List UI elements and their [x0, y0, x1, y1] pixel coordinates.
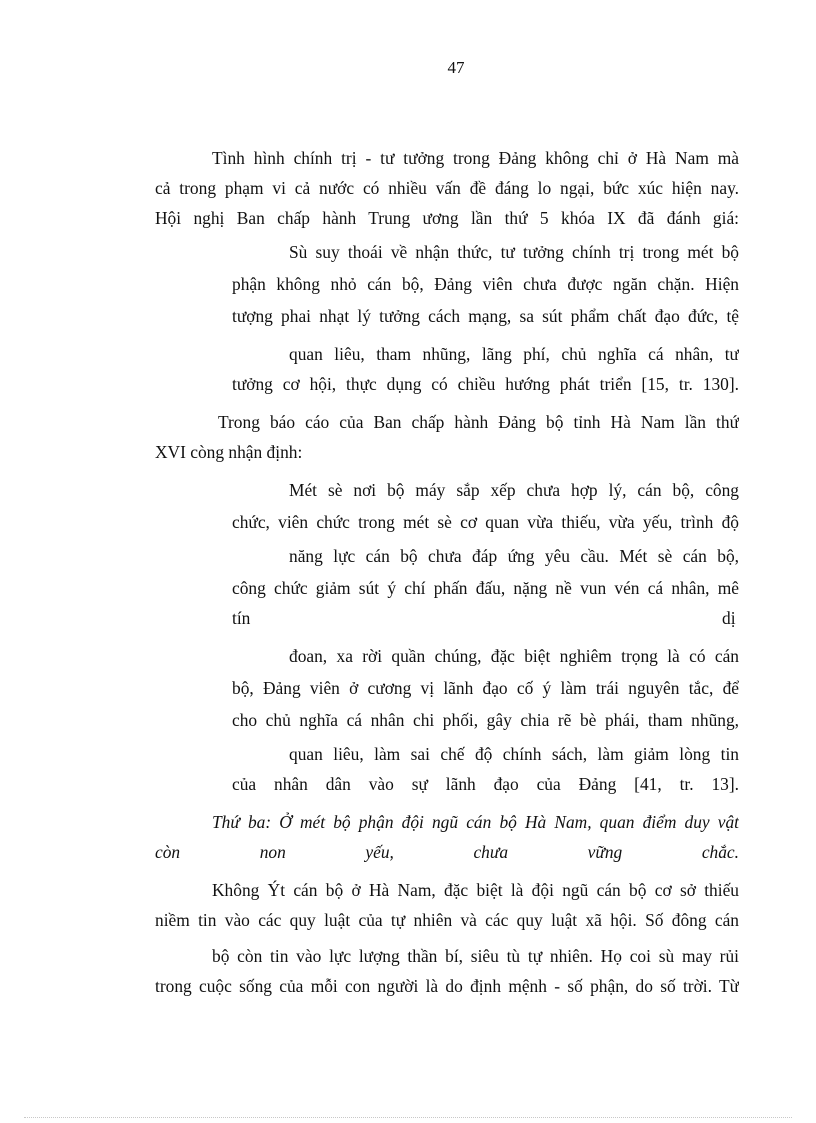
text-line: Trong báo cáo của Ban chấp hành Đảng bộ tỉnh Hà Nam lần thứ — [218, 412, 739, 432]
bottom-rule — [24, 1117, 792, 1118]
quote-line: chức, viên chức trong mét sè cơ quan vừa thiếu, vừa yếu, trình độ — [232, 512, 739, 532]
quote-line: tượng phai nhạt lý tưởng cách mạng, sa sút phẩm chất đạo đức, tệ — [232, 306, 739, 326]
quote-line: tưởng cơ hội, thực dụng có chiều hướng phát triển [15, tr. 130]. — [232, 374, 739, 394]
quote-line: quan liêu, làm sai chế độ chính sách, làm giảm lòng tin — [289, 744, 739, 764]
page-number: 47 — [447, 58, 465, 77]
quote-line: Sù suy thoái về nhận thức, tư tưởng chính trị trong mét bộ — [289, 242, 739, 262]
quote-line: dị — [722, 608, 736, 628]
text-line: Tình hình chính trị - tư tưởng trong Đảng không chỉ ở Hà Nam mà — [212, 148, 739, 168]
text-line: niềm tin vào các quy luật của tự nhiên và các quy luật xã hội. Số đông cán — [155, 910, 739, 930]
text-line: trong cuộc sống của mỗi con người là do định mệnh - số phận, do số trời. Từ — [155, 976, 739, 996]
text-line: bộ còn tin vào lực lượng thần bí, siêu tù tự nhiên. Họ coi sù may rủi — [212, 946, 739, 966]
quote-line: quan liêu, tham nhũng, lãng phí, chủ nghĩa cá nhân, tư — [289, 344, 739, 364]
quote-line: phận không nhỏ cán bộ, Đảng viên chưa được ngăn chặn. Hiện — [232, 274, 739, 294]
quote-line: tín — [232, 608, 251, 628]
text-line: Hội nghị Ban chấp hành Trung ương lần thứ 5 khóa IX đã đánh giá: — [155, 208, 739, 228]
quote-line: cho chủ nghĩa cá nhân chi phối, gây chia rẽ bè phái, tham nhũng, — [232, 710, 739, 730]
text-line: Không Ýt cán bộ ở Hà Nam, đặc biệt là đội ngũ cán bộ cơ sở thiếu — [212, 880, 739, 900]
text-line: XVI còng nhận định: — [155, 442, 303, 462]
text-line: cả trong phạm vi cả nước có nhiều vấn đề đáng lo ngại, bức xúc hiện nay. — [155, 178, 739, 198]
quote-line: đoan, xa rời quần chúng, đặc biệt nghiêm trọng là có cán — [289, 646, 739, 666]
quote-line: công chức giảm sút ý chí phấn đấu, nặng nề vun vén cá nhân, mê — [232, 578, 739, 598]
quote-line: bộ, Đảng viên ở cương vị lãnh đạo cố ý làm trái nguyên tắc, để — [232, 678, 739, 698]
quote-line: năng lực cán bộ chưa đáp ứng yêu cầu. Mét sè cán bộ, — [289, 546, 739, 566]
italic-heading-line: Thứ ba: Ở mét bộ phận đội ngũ cán bộ Hà Nam, quan điểm duy vật — [212, 812, 739, 832]
italic-heading-line: còn non yếu, chưa vững chắc. — [155, 842, 739, 862]
quote-line: Mét sè nơi bộ máy sắp xếp chưa hợp lý, cán bộ, công — [289, 480, 739, 500]
quote-line: của nhân dân vào sự lãnh đạo của Đảng [41, tr. 13]. — [232, 774, 739, 794]
